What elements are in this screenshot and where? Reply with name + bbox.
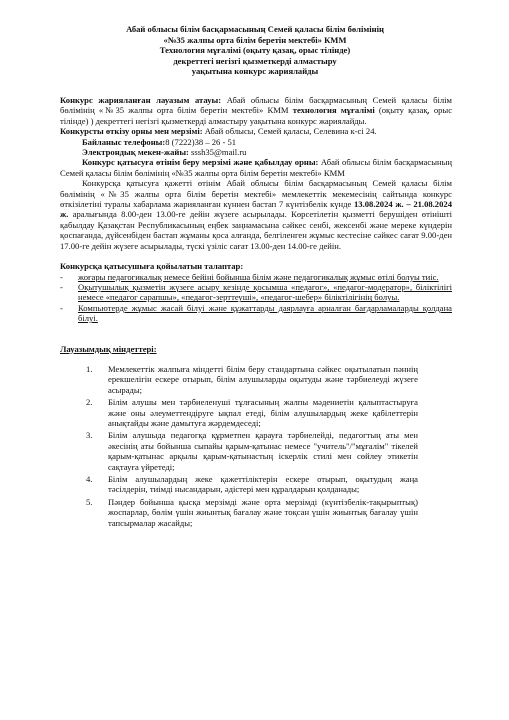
- venue-text: Абай облысы, Семей қаласы, Селевина к-сі 24.: [202, 126, 377, 137]
- document-title: [60, 24, 450, 77]
- list-item: - Компьютерде жұмыс жасай білуі және құжаттарды даярлауға арналған бағдарламаларды қолдана білуі.: [60, 302, 452, 324]
- requirements-heading: Конкурсқа қатысушыға қойылатын талаптар:: [60, 261, 244, 272]
- duty-text: Мемлекеттік жалпыға міндетті білім беру стандартына сәйкес оқытылатын пәннің ерекшелігін ескере отырып, білім алушыларды оқытуды және тәрбиелеуді жүзеге асырады;: [108, 363, 418, 395]
- duty-number: 3.: [86, 430, 93, 441]
- list-item: [86, 474, 418, 495]
- list-item: [86, 430, 418, 472]
- duty-text: Білім алушыда педагогқа құрметпен қарауға тәрбиелейді, педагогтың аты мен әкесінің аты бойынша сыпайы қарым-қатынас немесе "учитель"/"мұғалім" тікелей қарым-қатынас арқылы қарым-қатынастың іскерлік стилі мен сөйлеу этикетін сақтауға үйретеді;: [108, 430, 418, 472]
- duty-text: Білім алушылардың жеке қажеттіліктерін ескере отырып, оқытудың жаңа тәсілдерін, тиімді нысандарын, әдістері мен құралдарын қолданады;: [108, 474, 418, 495]
- title-line: декреттегі негізгі қызметкерді алмастыру: [173, 55, 337, 66]
- venue-paragraph: [60, 126, 452, 136]
- title-line: Абай облысы білім басқармасының Семей қаласы білім бөлімінің: [126, 24, 384, 34]
- duty-number: 2.: [86, 397, 93, 408]
- title-line: уақытына конкурс жариялайды: [191, 66, 319, 77]
- email-label: Электрондық мекен-жайы:: [82, 147, 189, 158]
- requirement-text: жоғары педагогикалық немесе бейіні бойынша білім және педагогикалық жұмыс өтілі болуы тиіс.: [78, 271, 439, 282]
- docs-text: Конкурсқа қатысуға қажетті өтінім Абай облысы білім басқармасының Семей қаласы білім бөлімінің «№35 жалпы орта білім беретін мектебі» мемлекеттік мекемесінің сайтында конкурс өткізілетіні туралы хабарлама жарияланған күннен бастап 7 күнтізбелік күнде: [60, 178, 452, 210]
- duty-number: 5.: [86, 496, 93, 507]
- duty-number: 1.: [86, 363, 93, 374]
- docs-paragraph: [60, 178, 452, 251]
- email-paragraph: [60, 147, 452, 157]
- duty-text: Білім алушы мен тәрбиеленуші тұлғасының жалпы мәдениетін қалыптастыруға және оны әлеуметтендіруге ықпал етеді, білім алушылардың жеке қабілеттерін анықтайды және дамытуға жәрдемдеседі;: [108, 397, 418, 428]
- email-text: sssh35@mail.ru: [188, 147, 247, 158]
- list-item: [86, 364, 418, 395]
- title-line: Технология мұғалімі (оқыту қазақ, орыс тілінде): [159, 45, 351, 56]
- deadline-paragraph: [60, 157, 452, 178]
- position-paragraph: [60, 95, 452, 126]
- document-body: [60, 95, 452, 530]
- list-item: [86, 397, 418, 428]
- docs-dates: 13.08.2024 ж. – 21.08.2024 ж.: [60, 199, 452, 220]
- list-item: - Оқытушылық қызметін жүзеге асыру кезінде қосымша «педагог», «педагог-модератор», біліктілігі немесе «педагог сарапшы», «педагог-зерттеуші», «педагог-шебер» біліктілігінің болуы.: [60, 281, 452, 303]
- list-item: [86, 497, 418, 528]
- position-label: Конкурс жарияланған лауазым атауы:: [60, 95, 222, 105]
- deadline-text: Абай облысы білім басқармасының Семей қаласы білім бөлімінің «№35 жалпы орта білім беретін мектебі» КММ: [60, 157, 452, 178]
- phone-text: 8 (7222)38 – 26 - 51: [165, 136, 237, 147]
- duty-number: 4.: [86, 474, 93, 484]
- requirement-text: Оқытушылық қызметін жүзеге асыру кезінде қосымша «педагог», «педагог-модератор», біліктілігі немесе «педагог сарапшы», «педагог-зерттеуші», «педагог-шебер» біліктілігінің болуы.: [78, 281, 452, 303]
- duties-heading: Лауазымдық міндеттері:: [60, 343, 157, 354]
- duty-text: Пәндер бойынша қысқа мерзімді және орта мерзімді (күнтізбелік-тақырыптық) жоспарлар, бөлім үшін жиынтық бағалау және тоқсан үшін жиынтық бағалау үшін тапсырмалар жасайды;: [108, 496, 418, 528]
- requirement-text: Компьютерде жұмыс жасай білуі және құжаттарды даярлауға арналған бағдарламаларды қолдана білуі.: [78, 302, 452, 324]
- list-item: - жоғары педагогикалық немесе бейіні бойынша білім және педагогикалық жұмыс өтілі болуы тиіс.: [60, 271, 439, 282]
- position-text-2: (оқыту қазақ, орыс тілінде) ) декреттегі негізгі қызметкерді алмастыру уақытына конкурс жариялайды.: [60, 105, 453, 126]
- docs-text-2: аралығында 8.00-ден 13.00-ге дейін жүзеге асырылады. Көрсетілетін қызметті берушіден өтінішті қабылдау Қазақстан Республикасының еңбек заңнамасына сәйкес сенбі, жексенбі және мереке күндерін қоспағанда, дүйсенбіден бастап жұманы қоса алғанда, белгіленген жұмыс кестесіне сәйкес сағат 9.00-ден 17.00-ге дейін жүзеге асырылады, түскі үзіліс сағат 13.00-ден 14.00-ге дейін.: [60, 209, 452, 251]
- phone-label: Байланыс телефоны:: [82, 136, 166, 147]
- venue-label: Конкурсты өткізу орны мен мерзімі:: [60, 126, 203, 137]
- position-text: Абай облысы білім басқармасының Семей қаласы білім бөлімінің «№35 жалпы орта білім беретін мектебі» КММ: [60, 95, 453, 116]
- requirements-list: [60, 272, 452, 324]
- duties-list: [86, 364, 418, 528]
- phone-paragraph: [60, 137, 452, 147]
- position-bold: технология мұғалімі: [292, 105, 375, 116]
- title-line: «№35 жалпы орта білім беретін мектебі» КММ: [163, 34, 347, 45]
- deadline-label: Конкурс қатысуға өтінім беру мерзімі және қабылдау орны:: [82, 157, 319, 168]
